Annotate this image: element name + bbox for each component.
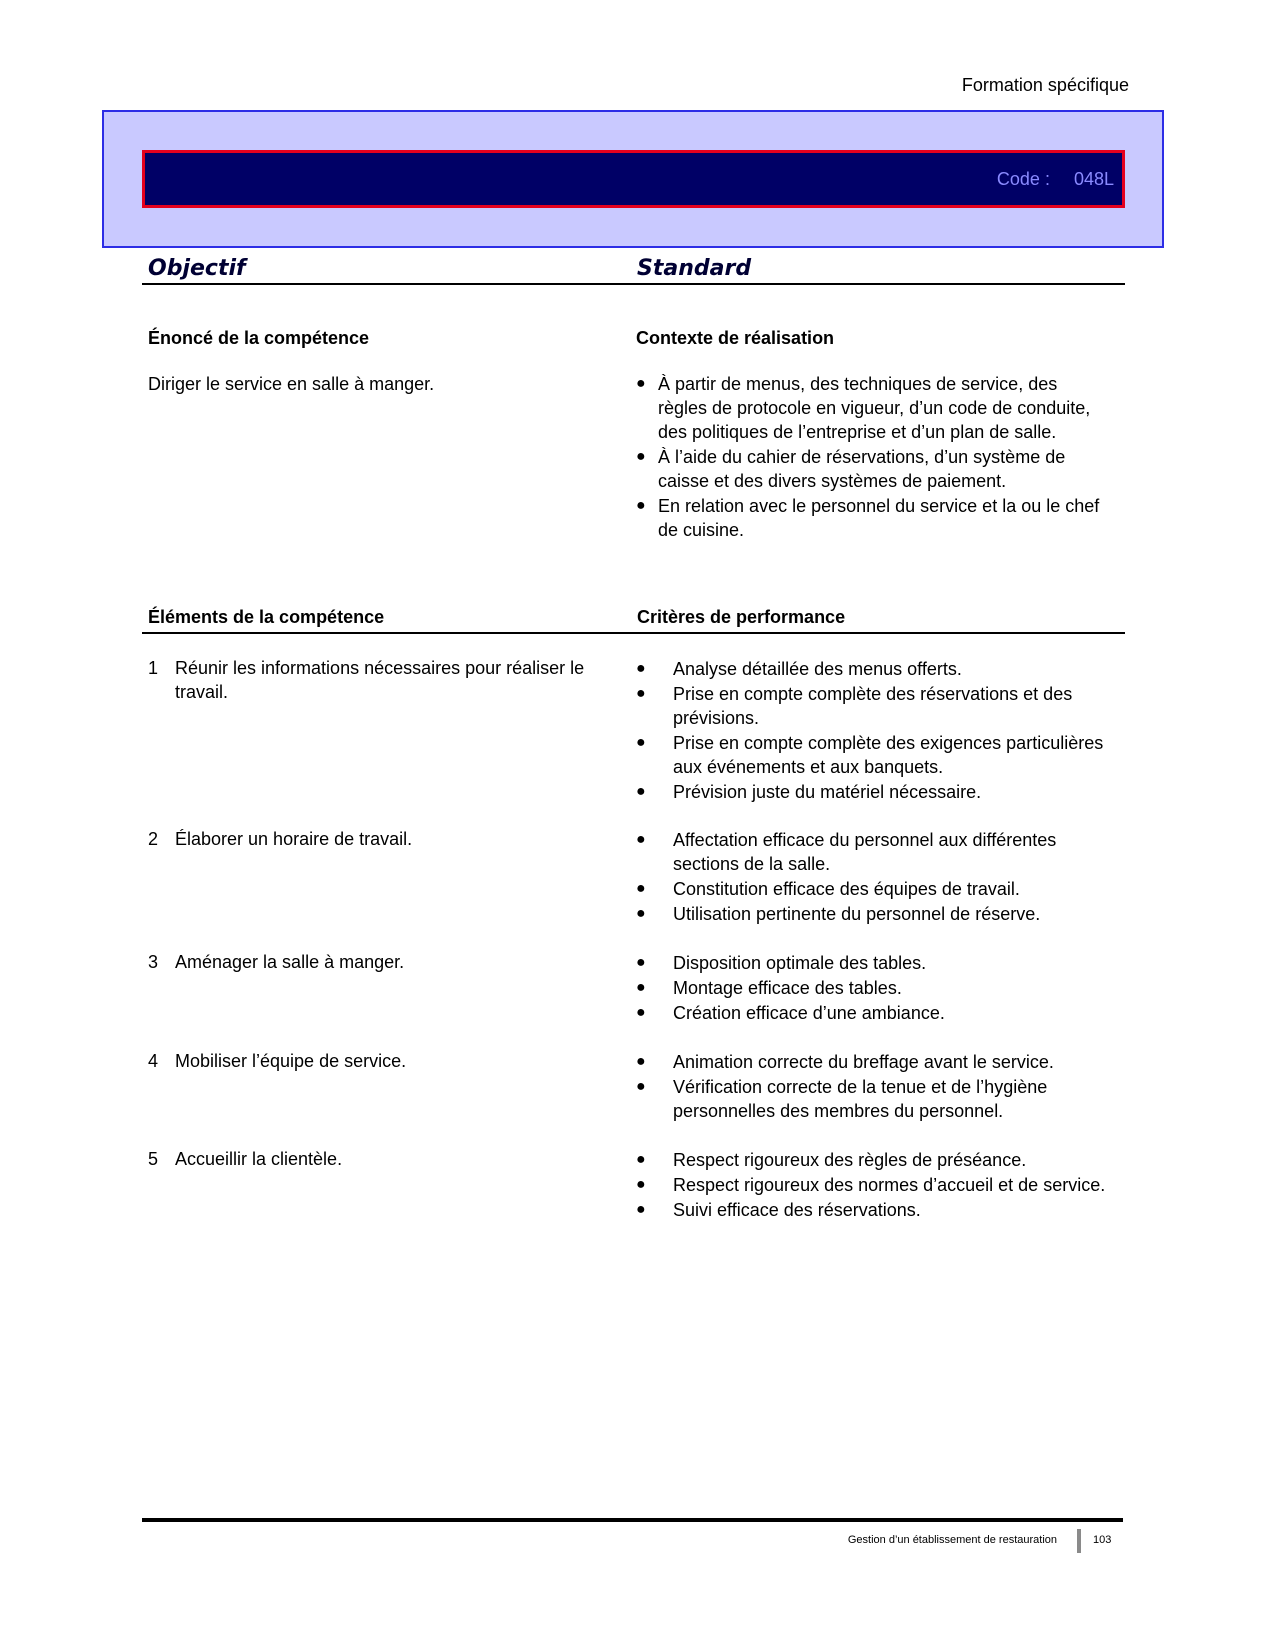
criteria-list <box>636 828 1106 927</box>
criteria-list <box>636 1148 1106 1223</box>
objectif-heading: Objectif <box>148 256 246 281</box>
element-row <box>148 1049 635 1073</box>
bullet-icon: ● <box>636 1176 646 1193</box>
bullet-icon: ● <box>636 905 646 922</box>
bullet-icon: ● <box>636 880 646 897</box>
element-number: 2 <box>148 829 159 849</box>
element-row <box>148 827 635 851</box>
list-item: ● À partir de menus, des techniques de service, des règles de protocole en vigueur, d’un code de conduite, des politiques de l’entreprise et d’un plan de salle. <box>636 374 1091 442</box>
list-item: ● En relation avec le personnel du service et la ou le chef de cuisine. <box>636 496 1100 540</box>
footer-rule <box>142 1518 1123 1522</box>
criteria-list <box>636 951 1106 1026</box>
bullet-icon: ● <box>636 1053 646 1070</box>
list-item: ● Constitution efficace des équipes de travail. <box>636 879 1020 899</box>
criteria-list <box>636 1050 1106 1124</box>
list-item: ● Affectation efficace du personnel aux différentes sections de la salle. <box>636 830 1057 874</box>
list-item: ● Disposition optimale des tables. <box>636 953 927 973</box>
competence-statement: Diriger le service en salle à manger. <box>148 374 435 394</box>
criteria-title: Critères de performance <box>637 607 846 627</box>
list-item: ● Analyse détaillée des menus offerts. <box>636 659 962 679</box>
bullet-icon: ● <box>636 497 646 514</box>
bullet-icon: ● <box>636 685 646 702</box>
list-item: ● Création efficace d’une ambiance. <box>636 1003 945 1023</box>
code-box <box>997 169 1114 190</box>
element-text: Mobiliser l’équipe de service. <box>175 1051 407 1071</box>
elements-title: Éléments de la compétence <box>148 607 385 627</box>
element-number: 3 <box>148 952 159 972</box>
bullet-icon: ● <box>636 1078 646 1095</box>
bullet-icon: ● <box>636 375 646 392</box>
list-item: ● Montage efficace des tables. <box>636 978 902 998</box>
list-item: ● Vérification correcte de la tenue et de l’hygiène personnelles des membres du personnel. <box>636 1077 1048 1121</box>
list-item: ● Prévision juste du matériel nécessaire. <box>636 782 982 802</box>
statement-title: Énoncé de la compétence <box>148 328 370 348</box>
page-number: 103 <box>1093 1534 1112 1546</box>
element-text: Aménager la salle à manger. <box>175 952 405 972</box>
list-item: ● À l’aide du cahier de réservations, d’un système de caisse et des divers systèmes de paiement. <box>636 447 1066 491</box>
bullet-icon: ● <box>636 1004 646 1021</box>
element-row <box>148 950 635 974</box>
criteria-list <box>636 657 1106 805</box>
element-row <box>148 656 635 704</box>
element-text: Accueillir la clientèle. <box>175 1149 343 1169</box>
list-item: ● Prise en compte complète des exigences particulières aux événements et aux banquets. <box>636 733 1104 777</box>
element-text: Élaborer un horaire de travail. <box>175 829 413 849</box>
code-value: 048L <box>1073 169 1114 189</box>
bullet-icon: ● <box>636 954 646 971</box>
context-list <box>636 372 1106 543</box>
bullet-icon: ● <box>636 448 646 465</box>
bullet-icon: ● <box>636 1201 646 1218</box>
element-number: 1 <box>148 658 159 678</box>
list-item: ● Suivi efficace des réservations. <box>636 1200 921 1220</box>
list-item: ● Respect rigoureux des règles de préséance. <box>636 1150 1027 1170</box>
list-item: ● Prise en compte complète des réservations et des prévisions. <box>636 684 1073 728</box>
footer-separator <box>1077 1529 1081 1553</box>
bullet-icon: ● <box>636 660 646 677</box>
footer-title: Gestion d’un établissement de restauration <box>847 1534 1057 1546</box>
bullet-icon: ● <box>636 1151 646 1168</box>
bullet-icon: ● <box>636 831 646 848</box>
section-rule <box>142 632 1125 634</box>
bullet-icon: ● <box>636 979 646 996</box>
heading-rule <box>142 283 1125 285</box>
standard-heading: Standard <box>637 256 752 281</box>
list-item: ● Animation correcte du breffage avant le service. <box>636 1052 1054 1072</box>
element-number: 5 <box>148 1149 159 1169</box>
element-text: Réunir les informations nécessaires pour réaliser le travail. <box>175 658 585 702</box>
code-label: Code : <box>996 169 1050 189</box>
code-bar <box>142 150 1125 208</box>
element-row <box>148 1147 635 1171</box>
bullet-icon: ● <box>636 734 646 751</box>
program-label: Formation spécifique <box>961 75 1129 95</box>
list-item: ● Utilisation pertinente du personnel de réserve. <box>636 904 1041 924</box>
list-item: ● Respect rigoureux des normes d’accueil et de service. <box>636 1175 1106 1195</box>
bullet-icon: ● <box>636 783 646 800</box>
element-number: 4 <box>148 1051 159 1071</box>
context-title: Contexte de réalisation <box>636 328 835 348</box>
